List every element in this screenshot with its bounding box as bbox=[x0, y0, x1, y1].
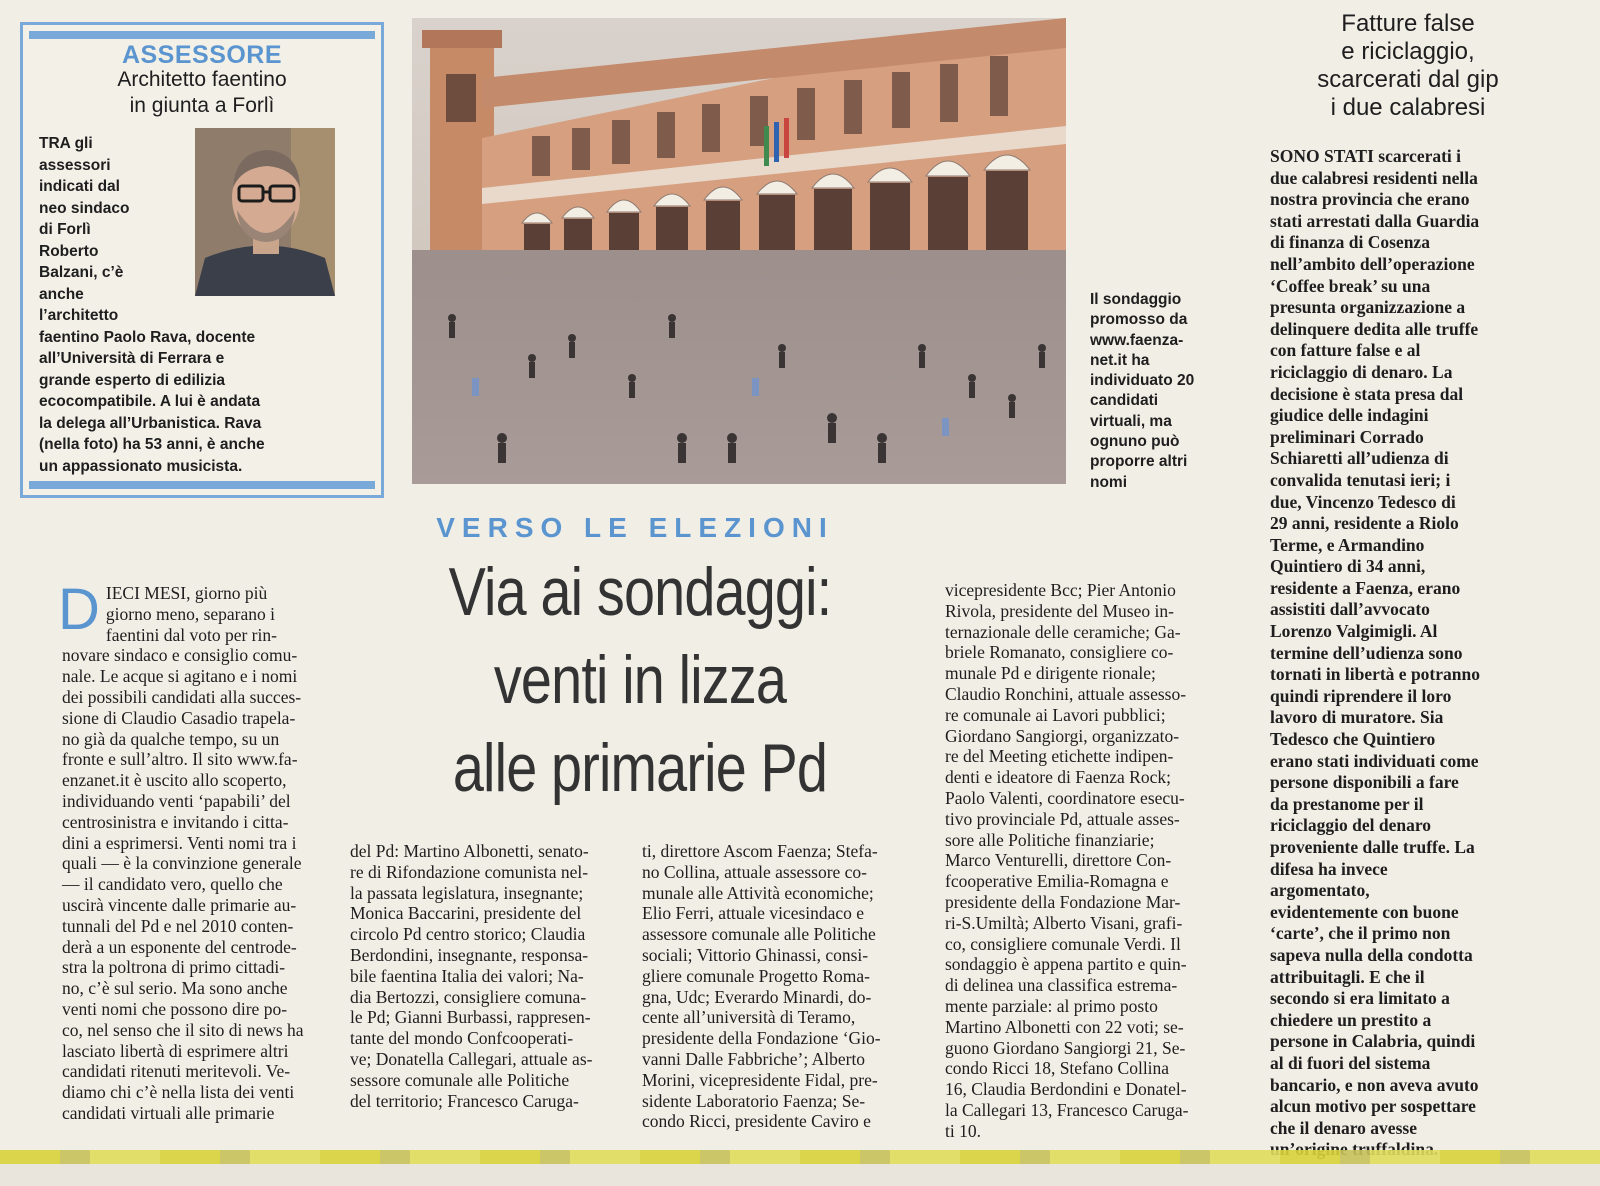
col2-line: ve; Donatella Callegari, attuale as- bbox=[350, 1048, 593, 1069]
col2-line: Berdondini, insegnante, responsa- bbox=[350, 944, 589, 965]
right-title-line: scarcerati dal gip bbox=[1317, 66, 1499, 93]
col2-line: sessore comunale alle Politiche bbox=[350, 1069, 570, 1090]
col4-line: re comunale ai Lavori pubblici; bbox=[945, 704, 1166, 725]
col3-line: vanni Dalle Fabbriche’; Alberto bbox=[642, 1048, 866, 1069]
article-column-4 bbox=[945, 580, 1217, 1142]
col3-line: Elio Ferri, attuale vicesindaco e bbox=[642, 903, 865, 924]
col1-line: sione di Claudio Casadio trapela- bbox=[62, 707, 296, 728]
col4-line: Martino Albonetti con 22 voti; se- bbox=[945, 1016, 1184, 1037]
col4-line: briele Romanato, consigliere co- bbox=[945, 642, 1174, 663]
col1-line: individuando venti ‘papabili’ del bbox=[62, 790, 291, 811]
col2-line: circolo Pd centro storico; Claudia bbox=[350, 924, 586, 945]
right-body-line: convalida tenutasi ieri; i bbox=[1270, 469, 1451, 490]
col3-line: cente all’università di Teramo, bbox=[642, 1007, 856, 1028]
col3-line: sociali; Vittorio Ghinassi, consi- bbox=[642, 944, 869, 965]
col1-line: stra la poltrona di primo cittadi- bbox=[62, 957, 286, 978]
caption-line: net.it ha bbox=[1090, 351, 1150, 369]
box-body-line: l’architetto bbox=[39, 307, 119, 324]
col1-line: no, c’è sul serio. Ma sono anche bbox=[62, 978, 288, 999]
col4-line: condo Ricci 18, Stefano Collina bbox=[945, 1058, 1170, 1079]
right-article-body bbox=[1270, 146, 1570, 1161]
col1-line: dei possibili candidati alla succes- bbox=[62, 686, 302, 707]
caption-line: www.faenza- bbox=[1090, 331, 1184, 349]
right-body-line: delinquere dedita alle truffe bbox=[1270, 318, 1479, 339]
right-body-line: nostra provincia che erano bbox=[1270, 189, 1470, 210]
box-body bbox=[39, 133, 339, 477]
col1-line: dini a esprimersi. Venti nomi tra i bbox=[62, 832, 297, 853]
right-body-line: persone disponibili a fare bbox=[1270, 772, 1459, 793]
col1-line: novare sindaco e consiglio comu- bbox=[62, 645, 298, 666]
col1-line: IECI MESI, giorno più bbox=[105, 583, 268, 603]
main-headline bbox=[410, 548, 869, 812]
col4-line: Paolo Valenti, coordinatore esecu- bbox=[945, 787, 1185, 808]
right-body-line: due, Vincenzo Tedesco di bbox=[1270, 491, 1456, 512]
box-body-line: assessori bbox=[39, 156, 111, 174]
main-kicker: VERSO LE ELEZIONI bbox=[436, 512, 834, 543]
box-body-line: un appassionato musicista. bbox=[39, 457, 243, 475]
box-body-line: neo sindaco bbox=[39, 199, 130, 217]
drop-cap: D bbox=[58, 577, 100, 642]
right-body-line: al di fuori del sistema bbox=[1270, 1052, 1431, 1073]
right-body-line: da prestanome per il bbox=[1270, 793, 1424, 814]
caption-line: virtuali, ma bbox=[1090, 412, 1172, 430]
caption-line: candidati bbox=[1090, 392, 1159, 410]
box-bottom-rule bbox=[29, 481, 375, 489]
col4-line: ti 10. bbox=[945, 1120, 981, 1141]
right-body-line: due calabresi residenti nella bbox=[1270, 167, 1478, 188]
right-body-line: ‘Coffee break’ su una bbox=[1270, 275, 1431, 296]
col4-line: co, consigliere comunale Verdi. Il bbox=[945, 933, 1181, 954]
headline-line: alle primarie Pd bbox=[452, 730, 828, 806]
col1-line: diamo chi c’è nella lista dei venti bbox=[62, 1082, 295, 1103]
right-body-line: Lorenzo Valgimigli. Al bbox=[1270, 621, 1438, 642]
col4-line: ri-S.Umiltà; Alberto Visani, grafi- bbox=[945, 912, 1183, 933]
right-body-line: tornati in libertà e potranno bbox=[1270, 664, 1480, 685]
caption-line: ognuno può bbox=[1090, 433, 1180, 451]
box-title-line: in giunta a Forlì bbox=[129, 94, 275, 117]
box-body-line: indicati dal bbox=[39, 178, 120, 195]
col4-line: Rivola, presidente del Museo in- bbox=[945, 600, 1174, 621]
right-body-line: Tedesco che Quintiero bbox=[1270, 729, 1436, 750]
col3-line: no Collina, attuale assessore co- bbox=[642, 861, 868, 882]
right-body-line: che il denaro avesse bbox=[1270, 1117, 1417, 1138]
col1-line: candidati virtuali alle primarie bbox=[62, 1102, 275, 1123]
right-title-line: Fatture false bbox=[1341, 10, 1475, 37]
caption-line: nomi bbox=[1090, 473, 1128, 491]
right-title-line: i due calabresi bbox=[1330, 94, 1486, 121]
col1-line: centrosinistra e invitando i citta- bbox=[62, 811, 289, 832]
col1-line: no già da qualche tempo, su un bbox=[62, 728, 280, 749]
col4-line: 16, Claudia Berdondini e Donatel- bbox=[945, 1079, 1187, 1100]
right-body-line: termine dell’udienza sono bbox=[1270, 642, 1463, 663]
col2-line: tante del mondo Confcooperati- bbox=[350, 1028, 574, 1049]
right-body-line: nell’ambito dell’operazione bbox=[1270, 253, 1475, 274]
box-kicker: ASSESSORE bbox=[121, 41, 283, 69]
col4-line: sondaggio è appena partito e quin- bbox=[945, 954, 1187, 975]
right-body-line: persone in Calabria, quindi bbox=[1270, 1031, 1476, 1052]
box-title bbox=[23, 67, 381, 119]
col4-line: sore alle Politiche finanziarie; bbox=[945, 829, 1155, 850]
col2-line: re di Rifondazione comunista nel- bbox=[350, 861, 589, 882]
col4-line: Marco Venturelli, direttore Con- bbox=[945, 850, 1172, 871]
col3-line: munale alle Attività economiche; bbox=[642, 882, 874, 903]
caption-line: promosso da bbox=[1090, 311, 1188, 329]
col4-line: guono Giordano Sangiorgi 21, Se- bbox=[945, 1037, 1186, 1058]
col4-line: Giordano Sangiorgi, organizzato- bbox=[945, 725, 1180, 746]
right-title-line: e riciclaggio, bbox=[1341, 38, 1475, 65]
article-column-1 bbox=[58, 577, 332, 1124]
right-body-line: ‘carte’, che il primo non bbox=[1270, 923, 1451, 944]
col1-line: co, nel senso che il sito di news ha bbox=[62, 1019, 304, 1040]
col3-line: presidente della Fondazione ‘Gio- bbox=[642, 1028, 881, 1049]
col4-line: ternazionale delle ceramiche; Ga- bbox=[945, 621, 1181, 642]
col1-line: uscirà vincente dalle primarie au- bbox=[62, 894, 297, 915]
assessore-box bbox=[20, 22, 384, 498]
right-body-line: evidentemente con buone bbox=[1270, 901, 1459, 922]
col2-line: bile faentina Italia dei valori; Na- bbox=[350, 965, 584, 986]
col3-line: gliere comunale Progetto Roma- bbox=[642, 965, 870, 986]
col1-line: fronte e sull’altro. Il sito www.fa- bbox=[62, 749, 298, 770]
right-article-title bbox=[1258, 10, 1558, 122]
right-body-line: residente a Faenza, erano bbox=[1270, 577, 1461, 598]
col4-line: presidente della Fondazione Mar- bbox=[945, 891, 1181, 912]
col2-line: del territorio; Francesco Caruga- bbox=[350, 1090, 579, 1111]
right-body-line: quindi riprendere il loro bbox=[1270, 685, 1452, 706]
col3-line: ti, direttore Ascom Faenza; Stefa- bbox=[642, 841, 878, 861]
piazza-illustration bbox=[412, 18, 1066, 484]
col1-line: faentini dal voto per rin- bbox=[105, 624, 277, 645]
col2-line: Monica Baccarini, presidente del bbox=[350, 903, 582, 924]
right-body-line: argomentato, bbox=[1270, 880, 1370, 901]
col1-line: derà a un esponente del centrode- bbox=[62, 936, 297, 957]
right-body-line: proveniente dalle truffe. La bbox=[1270, 837, 1475, 857]
col3-line: gna, Udc; Everardo Minardi, do- bbox=[642, 986, 872, 1007]
box-body-line: ecocompatibile. A lui è andata bbox=[39, 393, 261, 410]
col3-line: sidente Laboratorio Faenza; Se- bbox=[642, 1090, 866, 1111]
col4-line: Claudio Ronchini, attuale assesso- bbox=[945, 683, 1187, 704]
box-body-line: Balzani, c’è bbox=[39, 264, 124, 281]
right-body-line: secondo si era limitato a bbox=[1270, 988, 1450, 1009]
right-body-line: SONO STATI scarcerati i bbox=[1270, 146, 1462, 166]
box-body-line: faentino Paolo Rava, docente bbox=[39, 328, 256, 346]
right-body-line: riciclaggio di denaro. La bbox=[1270, 361, 1453, 382]
right-body-line: riciclaggio del denaro bbox=[1270, 815, 1432, 836]
photo-caption bbox=[1090, 290, 1250, 493]
col3-line: Morini, vicepresidente Fidal, pre- bbox=[642, 1069, 878, 1090]
col4-line: munale Pd e dirigente rionale; bbox=[945, 663, 1156, 684]
caption-line: proporre altri bbox=[1090, 453, 1188, 471]
headline-line: Via ai sondaggi: bbox=[448, 554, 832, 630]
box-top-rule bbox=[29, 31, 375, 39]
box-body-line: (nella foto) ha 53 anni, è anche bbox=[39, 436, 265, 453]
right-body-line: preliminari Corrado bbox=[1270, 426, 1424, 447]
box-title-line: Architetto faentino bbox=[117, 68, 287, 91]
right-body-line: alcun motivo per sospettare bbox=[1270, 1096, 1476, 1117]
piazza-photo bbox=[412, 18, 1066, 484]
right-body-line: 29 anni, residente a Riolo bbox=[1270, 513, 1459, 534]
col1-line: enzanet.it è uscito allo scoperto, bbox=[62, 770, 287, 791]
box-body-line: grande esperto di edilizia bbox=[39, 371, 226, 389]
article-column-3 bbox=[642, 841, 918, 1132]
col1-line: candidati ritenuti meritevoli. Ve- bbox=[62, 1061, 291, 1082]
col1-line: lasciato libertà di esprimere altri bbox=[62, 1040, 289, 1061]
col4-line: fcooperative Emilia-Romagna e bbox=[945, 871, 1169, 892]
right-body-line: giudice delle indagini bbox=[1270, 405, 1429, 426]
right-body-line: erano stati individuati come bbox=[1270, 750, 1479, 771]
headline-line: venti in lizza bbox=[493, 642, 787, 718]
article-column-2 bbox=[350, 841, 620, 1111]
box-body-line: Roberto bbox=[39, 242, 99, 260]
col2-line: la passata legislatura, insegnante; bbox=[350, 882, 584, 903]
caption-line: individuato 20 bbox=[1090, 372, 1195, 390]
col2-line: del Pd: Martino Albonetti, senato- bbox=[350, 841, 589, 861]
box-body-line: la delega all’Urbanistica. Rava bbox=[39, 414, 262, 432]
caption-line: Il sondaggio bbox=[1090, 291, 1182, 308]
right-body-line: chiedere un prestito a bbox=[1270, 1009, 1432, 1030]
right-body-line: sapeva nulla della condotta bbox=[1270, 944, 1473, 965]
col1-line: — il candidato vero, quello che bbox=[62, 874, 283, 895]
right-body-line: difesa ha invece bbox=[1270, 858, 1388, 879]
bottom-color-strip bbox=[0, 1150, 1600, 1164]
col4-line: vicepresidente Bcc; Pier Antonio bbox=[945, 580, 1176, 600]
right-body-line: bancario, e non aveva avuto bbox=[1270, 1074, 1479, 1095]
col1-line: giorno meno, separano i bbox=[105, 603, 276, 624]
col4-line: mente parziale: al primo posto bbox=[945, 995, 1158, 1016]
box-body-line: di Forlì bbox=[39, 221, 91, 238]
right-body-line: con fatture false e al bbox=[1270, 340, 1421, 361]
col3-line: condo Ricci, presidente Caviro e bbox=[642, 1111, 871, 1132]
col4-line: re del Meeting etichette indipen- bbox=[945, 746, 1174, 767]
box-body-line: anche bbox=[39, 285, 84, 303]
box-body-line: TRA gli bbox=[39, 135, 93, 152]
col4-line: denti e ideatore di Faenza Rock; bbox=[945, 767, 1171, 788]
col1-line: nale. Le acque si agitano e i nomi bbox=[62, 666, 298, 687]
right-body-line: assistiti dall’avvocato bbox=[1270, 599, 1430, 620]
col2-line: dia Bertozzi, consigliere comuna- bbox=[350, 986, 587, 1007]
col4-line: tivo provinciale Pd, attuale asses- bbox=[945, 808, 1180, 829]
right-body-line: lavoro di muratore. Sia bbox=[1270, 707, 1444, 728]
right-body-line: di finanza di Cosenza bbox=[1270, 232, 1430, 253]
right-body-line: Quintiero di 34 anni, bbox=[1270, 556, 1426, 577]
page-bottom-margin bbox=[0, 1164, 1600, 1186]
col1-line: venti nomi che possono dire po- bbox=[62, 998, 288, 1019]
col1-line: quali — è la convinzione generale bbox=[62, 853, 302, 874]
col3-line: assessore comunale alle Politiche bbox=[642, 924, 876, 945]
col2-line: le Pd; Gianni Burbassi, rappresen- bbox=[350, 1007, 591, 1028]
box-body-line: all’Università di Ferrara e bbox=[39, 350, 225, 367]
col4-line: di delinea una classifica estrema- bbox=[945, 975, 1178, 996]
right-body-line: presunta organizzazione a bbox=[1270, 297, 1466, 318]
right-body-line: Schiaretti all’udienza di bbox=[1270, 448, 1449, 469]
right-body-line: Terme, e Armandino bbox=[1270, 534, 1425, 555]
col1-line: tunnali del Pd e nel 2010 conten- bbox=[62, 915, 294, 936]
col4-line: la Callegari 13, Francesco Caruga- bbox=[945, 1099, 1189, 1120]
right-body-line: stati arrestati dalla Guardia bbox=[1270, 210, 1480, 231]
right-body-line: decisione è stata presa dal bbox=[1270, 383, 1464, 404]
right-body-line: attribuitagli. E che il bbox=[1270, 966, 1425, 987]
